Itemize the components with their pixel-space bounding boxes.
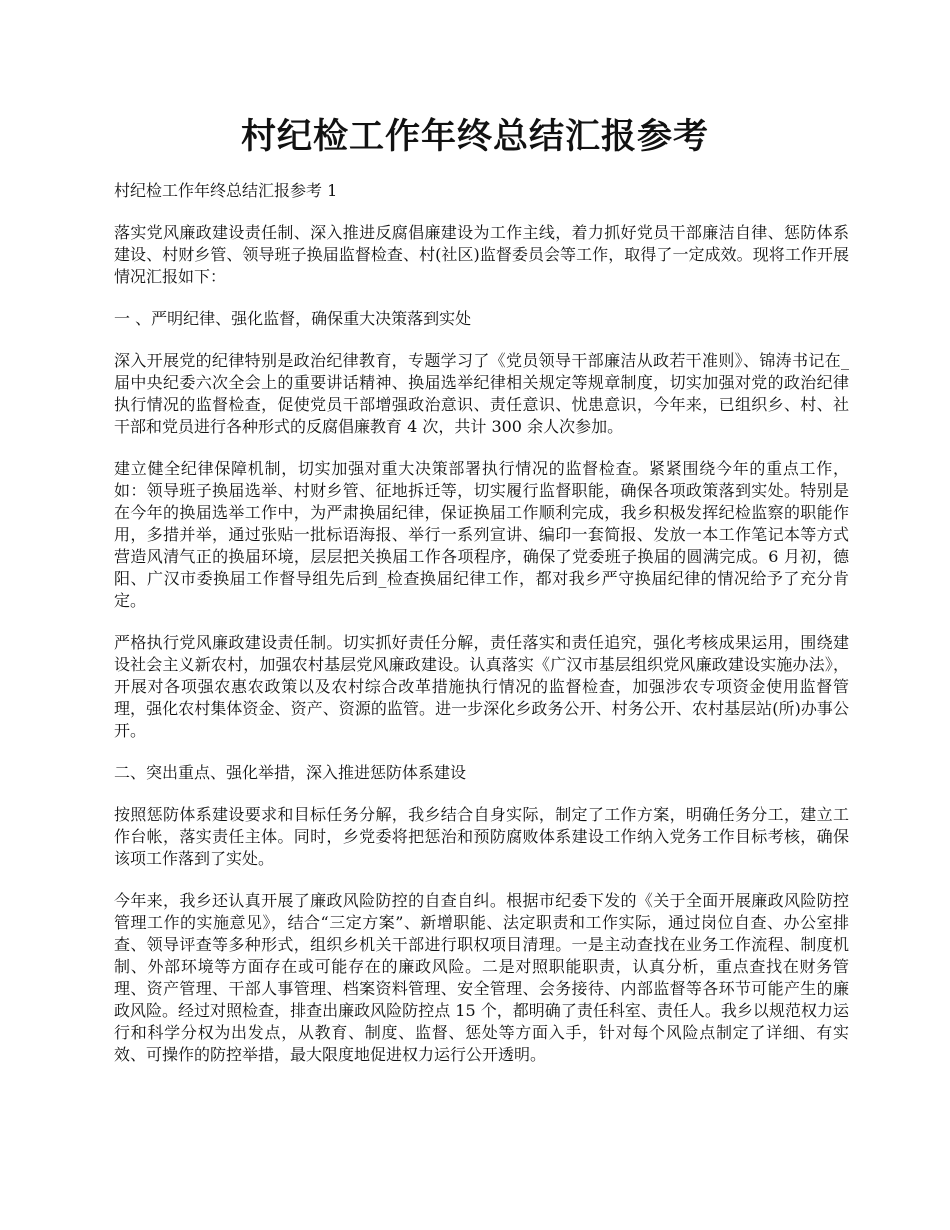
paragraph: 按照惩防体系建设要求和目标任务分解，我乡结合自身实际，制定了工作方案，明确任务分工，建立工作台帐，落实责任主体。同时，乡党委将把惩治和预防腐败体系建设工作纳入党务工作目标考核，确保该项工作落到了实处。 (114, 805, 849, 868)
section-heading-1: 一 、严明纪律、强化监督，确保重大决策落到实处 (114, 309, 472, 328)
paragraph: 深入开展党的纪律特别是政治纪律教育，专题学习了《党员领导干部廉洁从政若干准则》、锦涛书记在_届中央纪委六次全会上的重要讲话精神、换届选举纪律相关规定等规章制度，切实加强对党的政治纪律执行情况的监督检查，促使党员干部增强政治意识、责任意识、忧患意识，今年来，已组织乡、村、社干部和党员进行各种形式的反腐倡廉教育 4 次，共计 300 余人次参加。 (114, 351, 849, 436)
paragraph: 建立健全纪律保障机制，切实加强对重大决策部署执行情况的监督检查。紧紧围绕今年的重点工作，如：领导班子换届选举、村财乡管、征地拆迁等，切实履行监督职能，确保各项政策落到实处。特别是在今年的换届选举工作中，为严肃换届纪律，保证换届工作顺利完成，我乡积极发挥纪检监察的职能作用，多措并举，通过张贴一批标语海报、举行一系列宣讲、编印一套简报、发放一本工作笔记本等方式营造风清气正的换届环境，层层把关换届工作各项程序，确保了党委班子换届的圆满完成。6 月初，德阳、广汉市委换届工作督导组先后到_检查换届纪律工作，都对我乡严守换届纪律的情况给予了充分肯定。 (114, 459, 849, 610)
document-title: 村纪检工作年终总结汇报参考 (240, 116, 709, 157)
paragraph: 今年来，我乡还认真开展了廉政风险防控的自查自纠。根据市纪委下发的《关于全面开展廉政风险防控管理工作的实施意见》，结合“三定方案”、新增职能、法定职责和工作实际，通过岗位自查、办公室排查、领导评查等多种形式，组织乡机关干部进行职权项目清理。一是主动查找在业务工作流程、制度机制、外部环境等方面存在或可能存在的廉政风险。二是对照职能职责，认真分析，重点查找在财务管理、资产管理、干部人事管理、档案资料管理、安全管理、会务接待、内部监督等各环节可能产生的廉政风险。经过对照检查，排查出廉政风险防控点 15 个，都明确了责任科室、责任人。我乡以规范权力运行和科学分权为出发点，从教育、制度、监督、惩处等方面入手，针对每个风险点制定了详细、有实效、可操作的防控举措，最大限度地促进权力运行公开透明。 (114, 891, 849, 1064)
document-body (114, 180, 849, 1086)
paragraph: 严格执行党风廉政建设责任制。切实抓好责任分解，责任落实和责任追究，强化考核成果运用，围绕建设社会主义新农村，加强农村基层党风廉政建设。认真落实《广汉市基层组织党风廉政建设实施办法》，开展对各项强农惠农政策以及农村综合改革措施执行情况的监督检查，加强涉农专项资金使用监督管理，强化农村集体资金、资产、资源的监管。进一步深化乡政务公开、村务公开、农村基层站(所)办事公开。 (114, 633, 849, 740)
section-heading-2: 二、突出重点、强化举措，深入推进惩防体系建设 (114, 763, 467, 782)
paragraph-intro: 落实党风廉政建设责任制、深入推进反腐倡廉建设为工作主线，着力抓好党员干部廉洁自律、惩防体系建设、村财乡管、领导班子换届监督检查、村(社区)监督委员会等工作，取得了一定成效。现将工作开展情况汇报如下： (114, 223, 849, 286)
document-subtitle: 村纪检工作年终总结汇报参考 1 (114, 181, 338, 200)
